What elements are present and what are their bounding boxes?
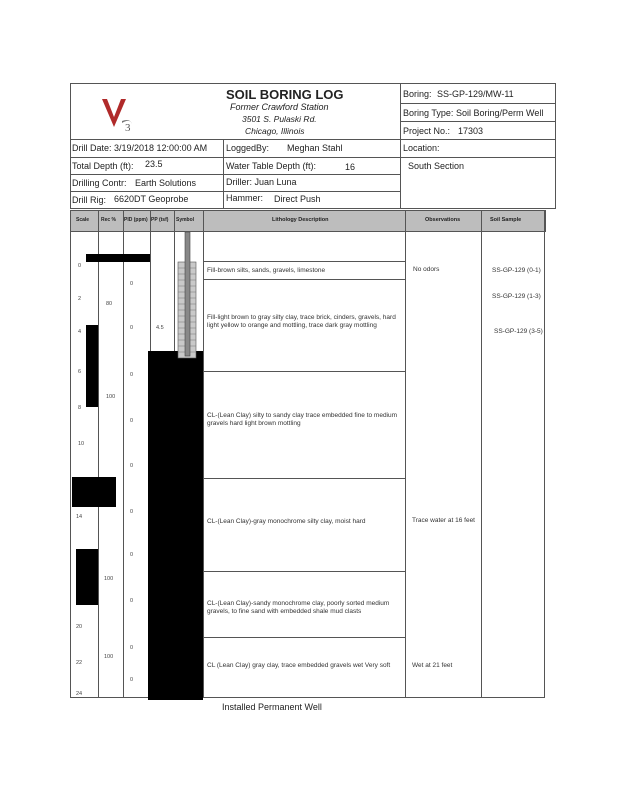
lithology-entry: CL (Lean Clay) gray clay, trace embedded gravels wet Very soft: [207, 662, 391, 669]
col-soil-sample: Soil Sample: [490, 217, 522, 223]
scale-tick: 0: [78, 263, 82, 269]
lithology-entry: CL-(Lean Clay)-gray monochrome silty clay, moist hard: [207, 518, 366, 525]
lithology-entry: CL-(Lean Clay) silty to sandy clay trace embedded fine to medium gravels hard light brown mottling: [207, 412, 398, 428]
water-table-value: 16: [345, 162, 356, 172]
scale-tick: 10: [78, 441, 85, 447]
pid-value: 0: [130, 598, 134, 604]
rec-value: 80: [106, 301, 113, 307]
boring-label: Boring:: [403, 89, 432, 99]
redaction-block: [76, 549, 98, 605]
pid-value: 0: [130, 372, 134, 378]
company-logo: [98, 95, 140, 135]
redaction-block: [86, 325, 98, 407]
rec-value: 100: [104, 576, 114, 582]
boring-type-label: Boring Type:: [403, 108, 454, 118]
pid-value: 0: [130, 645, 134, 651]
scale-tick: 24: [76, 691, 83, 697]
observation-entry: Wet at 21 feet: [412, 662, 453, 669]
drilling-contractor-value: Earth Solutions: [135, 178, 197, 188]
col-symbol: Symbol: [176, 217, 195, 223]
pid-value: 0: [130, 677, 134, 683]
pid-value: 0: [130, 509, 134, 515]
footer-note: Installed Permanent Well: [222, 702, 322, 712]
drill-date: Drill Date: 3/19/2018 12:00:00 AM: [72, 143, 208, 153]
svg-text:3: 3: [125, 122, 131, 134]
scale-tick: 20: [76, 624, 83, 630]
scale-tick: 8: [78, 405, 82, 411]
lithology-entry: Fill-brown silts, sands, gravels, limestone: [207, 267, 326, 274]
redaction-block: [86, 254, 150, 262]
observation-entry: Trace water at 16 feet: [412, 517, 475, 524]
redaction-block: [72, 477, 116, 507]
pid-value: 0: [130, 418, 134, 424]
col-pp: PP (tsf): [151, 217, 169, 223]
logged-by-label: LoggedBy:: [226, 143, 270, 153]
rec-value: 100: [106, 394, 116, 400]
project-label: Project No.:: [403, 126, 451, 136]
scale-tick: 4: [78, 329, 82, 335]
col-observations: Observations: [425, 217, 461, 223]
lithology-entry: Fill-light brown to gray silty clay, trace brick, cinders, gravels, hard light yellow to orange and mottling, trace dark gray mottling: [207, 314, 396, 330]
total-depth-label: Total Depth (ft):: [72, 161, 134, 171]
well-screen-symbol: [174, 232, 204, 360]
drill-rig-value: 6620DT Geoprobe: [114, 194, 189, 204]
site-name: Former Crawford Station: [230, 102, 329, 112]
col-scale: Scale: [76, 217, 90, 223]
col-lithology: Lithology Description: [272, 217, 329, 223]
boring-value: SS-GP-129/MW-11: [437, 89, 514, 99]
soil-sample-entry: SS-GP-129 (0-1): [492, 267, 541, 274]
observation-entry: No odors: [413, 266, 440, 273]
logged-by-value: Meghan Stahl: [287, 143, 343, 153]
pid-value: 0: [130, 281, 134, 287]
driller: Driller: Juan Luna: [226, 177, 297, 187]
scale-tick: 6: [78, 369, 82, 375]
pp-value: 4.5: [156, 325, 164, 331]
scale-tick: 14: [76, 514, 83, 520]
lithology-entry: CL-(Lean Clay)-sandy monochrome clay, poorly sorted medium gravels, to fine sand with embedded shale mud clasts: [207, 600, 390, 616]
redaction-block: [148, 351, 203, 700]
soil-sample-entry: SS-GP-129 (1-3): [492, 293, 541, 300]
hammer-label: Hammer:: [226, 193, 264, 203]
col-pid: PID (ppm): [124, 217, 148, 223]
col-rec: Rec %: [101, 217, 117, 223]
drilling-contractor-label: Drilling Contr:: [72, 178, 127, 188]
scale-tick: 22: [76, 660, 83, 666]
scale-tick: 2: [78, 296, 82, 302]
drill-rig-label: Drill Rig:: [72, 195, 107, 205]
soil-sample-entry: SS-GP-129 (3-5): [494, 328, 543, 335]
pid-value: 0: [130, 463, 134, 469]
location-label: Location:: [403, 143, 440, 153]
water-table-label: Water Table Depth (ft):: [226, 161, 317, 171]
pid-value: 0: [130, 552, 134, 558]
site-address: 3501 S. Pulaski Rd.: [242, 114, 317, 124]
hammer-value: Direct Push: [274, 194, 321, 204]
total-depth-value: 23.5: [145, 159, 163, 169]
boring-type-value: Soil Boring/Perm Well: [456, 108, 544, 118]
site-city: Chicago, Illinois: [245, 126, 305, 136]
rec-value: 100: [104, 654, 114, 660]
pid-value: 0: [130, 325, 134, 331]
page-title: SOIL BORING LOG: [226, 87, 344, 102]
project-value: 17303: [458, 126, 484, 136]
location-value: South Section: [408, 161, 465, 171]
